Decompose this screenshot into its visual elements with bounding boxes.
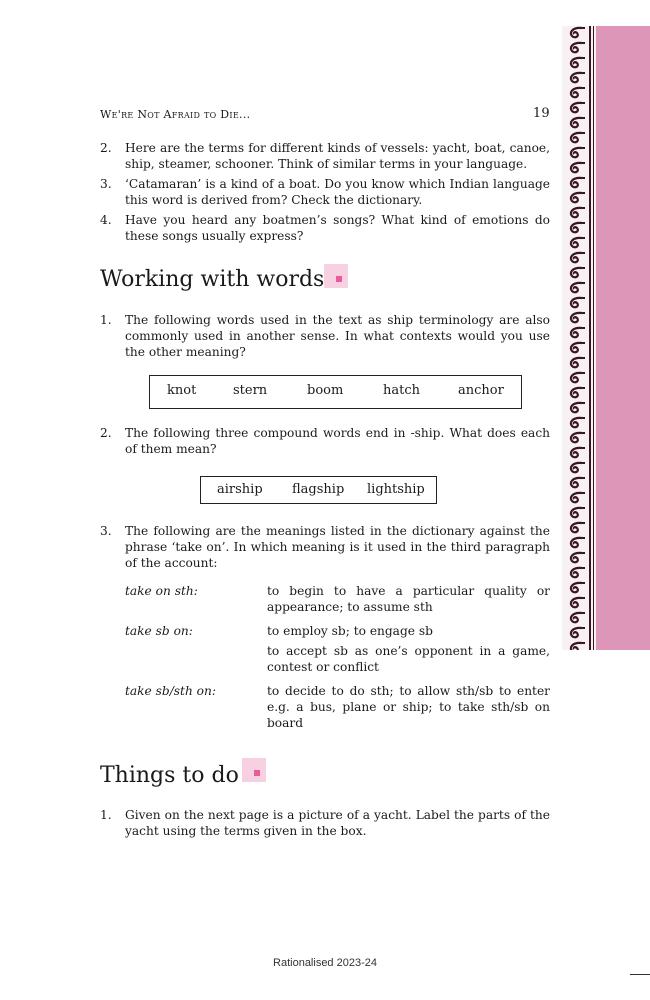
footer-note: Rationalised 2023-24 <box>273 957 377 969</box>
pink-band <box>596 26 650 650</box>
border-line <box>589 26 591 650</box>
heading-square-icon <box>324 264 348 288</box>
word: stern <box>233 383 268 398</box>
definition-meaning: to begin to have a particular quality or appearance; to assume sth <box>267 584 550 614</box>
word: airship <box>217 482 263 497</box>
list-item: 1. The following words used in the text as ship terminology are also commonly used in another sense. In what contexts would you use the other meaning? <box>100 313 550 359</box>
word: hatch <box>383 383 421 398</box>
definition-term: take on sth: <box>125 584 198 598</box>
heading-square-icon <box>242 758 266 782</box>
page-number: 19 <box>532 106 550 121</box>
list-item: 3. The following are the meanings listed in the dictionary against the phrase ‘take on’. In which meaning is it used in the third paragraph of the account: <box>100 524 550 570</box>
word: anchor <box>458 383 504 398</box>
word: knot <box>167 383 197 398</box>
section-heading: Working with words <box>100 267 325 292</box>
definition-meaning: to employ sb; to engage sb <box>267 624 433 638</box>
word-box <box>149 375 522 409</box>
running-header <box>100 108 550 124</box>
word-box <box>200 476 437 504</box>
word: lightship <box>367 482 425 497</box>
section-heading: Things to do <box>100 763 239 788</box>
definition-meaning: to accept sb as one’s opponent in a game, contest or conflict <box>267 644 550 674</box>
list-item: 4. Have you heard any boatmen’s songs? What kind of emotions do these songs usually express? <box>100 213 550 243</box>
divider <box>630 974 650 975</box>
decorative-border <box>562 26 650 650</box>
word: boom <box>307 383 344 398</box>
list-item: 2. Here are the terms for different kinds of vessels: yacht, boat, canoe, ship, steamer, schooner. Think of similar terms in your language. <box>100 141 550 171</box>
definition-meaning: to decide to do sth; to allow sth/sb to enter e.g. a bus, plane or ship; to take sth/sb on board <box>267 684 550 730</box>
list-item: 1. Given on the next page is a picture of a yacht. Label the parts of the yacht using the terms given in the box. <box>100 808 550 838</box>
definition-term: take sb on: <box>125 624 193 638</box>
border-line <box>593 26 594 650</box>
chapter-title: We're Not Afraid to Die... <box>100 108 251 121</box>
scroll-pattern-icon <box>566 26 588 650</box>
list-item: 3. ‘Catamaran’ is a kind of a boat. Do you know which Indian language this word is derived from? Check the dictionary. <box>100 177 550 207</box>
definition-term: take sb/sth on: <box>125 684 216 698</box>
word: flagship <box>292 482 345 497</box>
list-item: 2. The following three compound words end in -ship. What does each of them mean? <box>100 426 550 456</box>
